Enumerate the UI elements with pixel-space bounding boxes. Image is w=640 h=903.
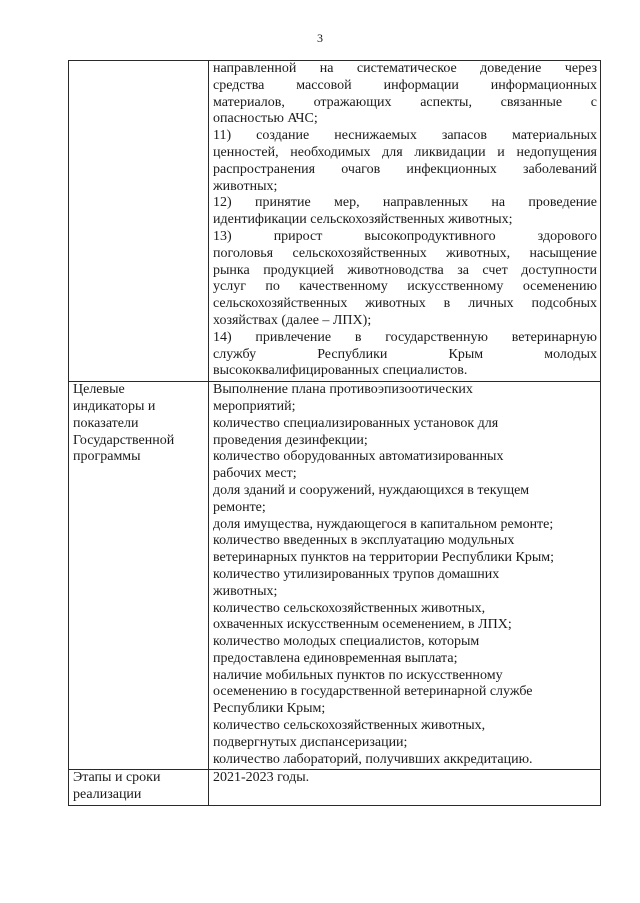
row-content-cell [209,382,601,770]
label-line: Государственной [73,432,175,448]
label-line: индикаторы и [73,398,156,414]
row-label-cell [69,61,209,382]
content-line: ремонте; [213,499,266,515]
content-line: мероприятий; [213,398,296,414]
content-line: сельскохозяйственных животных в личных подсобных [213,296,597,312]
content-line: Республики Крым; [213,701,326,717]
label-line: показатели [73,415,139,431]
content-line: распространения очагов инфекционных заболеваний [213,161,597,177]
content-line: поголовья сельскохозяйственных животных, насыщение [213,245,597,261]
label-line: Целевые [73,382,125,398]
content-line: подвергнутых диспансеризации; [213,734,408,750]
content-line: доля зданий и сооружений, нуждающихся в текущем [213,482,530,498]
content-line: средства массовой информации информационных [213,77,597,93]
content-line: 14) привлечение в государственную ветеринарную [213,329,597,345]
page-number: 3 [317,31,323,45]
content-line: рабочих мест; [213,466,297,482]
content-line: хозяйствах (далее – ЛПХ); [213,312,372,328]
label-line: Этапы и сроки [73,770,161,786]
content-line: опасностью АЧС; [213,111,318,127]
content-line: 12) принятие мер, направленных на проведение [213,195,597,211]
content-line: высококвалифицированных специалистов. [213,363,468,379]
row-label-cell [69,770,209,806]
table-row-target-indicators [69,382,601,770]
label-line: реализации [73,787,142,803]
label-line: программы [73,449,141,465]
content-line: рынка продукцией животноводства за счет доступности [213,262,597,278]
content-line: направленной на систематическое доведение через [213,61,597,76]
row-content-cell [209,61,601,382]
content-line: количество утилизированных трупов домашних [213,566,500,582]
content-line: 13) прирост высокопродуктивного здорового [213,228,597,244]
content-line: ценностей, необходимых для ликвидации и недопущения [213,144,597,160]
content-line: наличие мобильных пунктов по искусственному [213,667,503,683]
content-line: количество молодых специалистов, которым [213,634,480,650]
content-line: Выполнение плана противоэпизоотических [213,382,473,398]
content-line: количество сельскохозяйственных животных, [213,600,486,616]
row-content-cell [209,770,601,806]
content-line: 11) создание неснижаемых запасов материальных [213,128,597,144]
content-line: услуг по качественному искусственному осеменению [213,279,597,295]
content-line: службу Республики Крым молодых [213,346,597,362]
content-line: осеменению в государственной ветеринарной службе [213,684,533,700]
content-line: проведения дезинфекции; [213,432,368,448]
content-line: количество введенных в эксплуатацию модульных [213,533,515,549]
content-line: животных; [213,583,278,599]
table-row-stages-and-terms [69,770,601,806]
content-line: 2021-2023 годы. [213,770,310,786]
row-label-cell [69,382,209,770]
content-line: животных; [213,178,278,194]
content-line: ветеринарных пунктов на территории Республики Крым; [213,550,554,566]
table-row-objectives-continued [69,61,601,382]
content-line: количество сельскохозяйственных животных, [213,718,486,734]
content-line: идентификации сельскохозяйственных животных; [213,212,513,228]
content-line: количество оборудованных автоматизированных [213,449,504,465]
program-passport-table [68,60,601,806]
content-line: материалов, отражающих аспекты, связанные с [213,94,597,110]
content-line: предоставлена единовременная выплата; [213,650,458,666]
content-line: количество специализированных установок для [213,415,499,431]
content-line: охваченных искусственным осеменением, в ЛПХ; [213,617,512,633]
content-line: доля имущества, нуждающегося в капитальном ремонте; [213,516,554,532]
content-line: количество лабораторий, получивших аккредитацию. [213,751,533,767]
